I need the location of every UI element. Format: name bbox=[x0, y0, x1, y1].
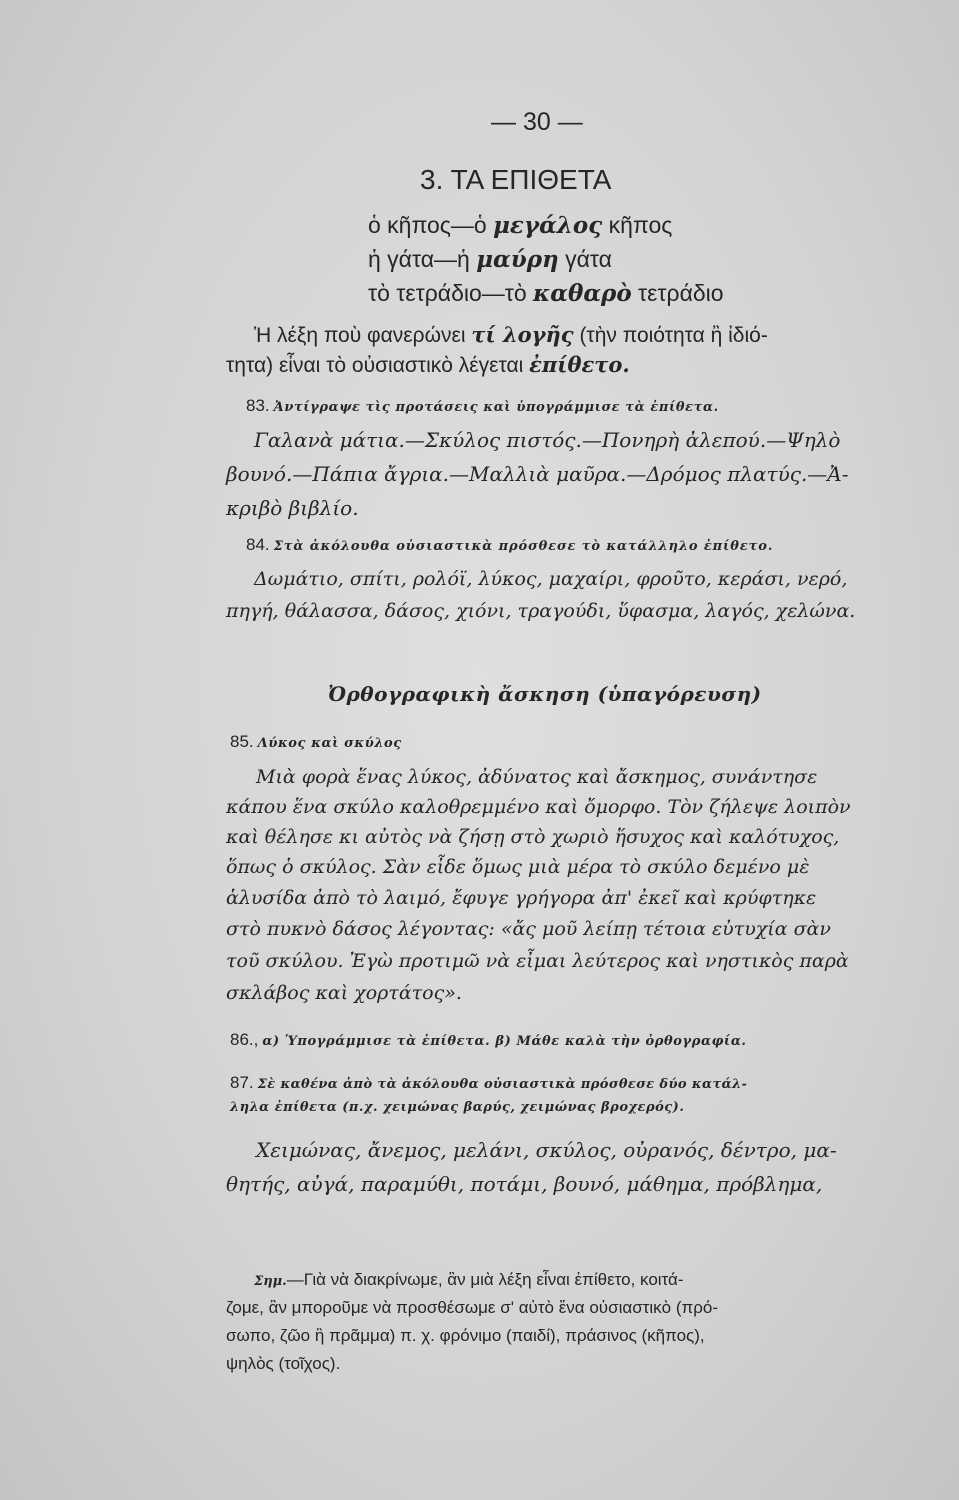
exercise-87-instruction: 87. Σὲ καθένα ἀπὸ τὰ ἀκόλουθα οὐσιαστικὰ πρόσθεσε δύο κατάλ- bbox=[230, 1073, 748, 1092]
exercise-number: 84. bbox=[246, 535, 270, 554]
dictation-line: ἁλυσίδα ἀπὸ τὸ λαιμό, ἔφυγε γρήγορα ἀπ' ἐκεῖ καὶ κρύφτηκε bbox=[226, 887, 817, 909]
exercise-83-instruction: 83. Ἀντίγραψε τὶς προτάσεις καὶ ὑπογράμμισε τὰ ἐπίθετα. bbox=[246, 396, 719, 415]
example-line: ἡ γάτα—ἡ μαύρη γάτα bbox=[368, 246, 612, 273]
book-page: — 30 — 3. ΤΑ ΕΠΙΘΕΤΑ ὁ κῆπος—ὁ μεγάλος κῆπος ἡ γάτα—ἡ μαύρη γάτα τὸ τετράδιο—τὸ καθαρὸ τετράδιο Ἡ λέξη ποὺ φανερώνει τί λογῆς (τὴν ποιότητα ἢ ἰδιό- τητα) εἶναι τὸ οὐσιαστικὸ λέγεται ἐπίθετο. 83. Ἀντίγραψε τὶς προτάσεις καὶ ὑπογράμμισε τὰ ἐπίθετα. Γαλανὰ μάτια.—Σκύλος πιστός.—Πονηρὴ ἀλεπού.—Ψηλὸ βουνό.—Πάπια ἄγρια.—Μαλλιὰ μαῦρα.—Δρόμος πλατύς.—Ἀ- κριβὸ βιβλίο. 84. Στὰ ἀκόλουθα οὐσιαστικὰ πρόσθεσε τὸ κατάλληλο ἐπίθετο. Δωμάτιο, σπίτι, ρολόϊ, λύκος, μαχαίρι, φροῦτο, κεράσι, νερό, πηγή, θάλασσα, δάσος, χιόνι, τραγούδι, ὕφασμα, λαγός, χελώνα. Ὀρθογραφικὴ ἄσκηση (ὑπαγόρευση) 85. Λύκος καὶ σκύλος Μιὰ φορὰ ἕνας λύκος, ἀδύνατος καὶ ἄσκημος, συνάντησε κάπου ἕνα σκύλο καλοθρεμμένο καὶ ὄμορφο. Τὸν ζήλεψε λοιπὸν καὶ θέλησε κι αὐτὸς νὰ ζήσῃ στὸ χωριὸ ἥσυχος καὶ καλότυχος, ὅπως ὁ σκύλος. Σὰν εἶδε ὅμως μιὰ μέρα τὸ σκύλο δεμένο μὲ ἁλυσίδα ἀπὸ τὸ λαιμό, ἔφυγε γρήγορα ἀπ' ἐκεῖ καὶ κρύφτηκε στὸ πυκνὸ δάσος λέγοντας: «ἄς μοῦ λείπῃ τέτοια εὐτυχία σὰν τοῦ σκύλου. Ἐγὼ προτιμῶ νὰ εἶμαι λεύτερος καὶ νηστικὸς παρὰ σκλάβος καὶ χορτάτος». 86., α) Ὑπογράμμισε τὰ ἐπίθετα. β) Μάθε καλὰ τὴν ὀρθογραφία. 87. Σὲ καθένα ἀπὸ τὰ ἀκόλουθα οὐσιαστικὰ πρόσθεσε δύο κατάλ- ληλα ἐπίθετα (π.χ. χειμώνας βαρύς, χειμώνας βροχερός). Χειμώνας, ἄνεμος, μελάνι, σκύλος, οὐρανός, δέντρο, μα- θητής, αὐγά, παραμύθι, ποτάμι, βουνό, μάθημα, πρόβλημα, Σημ.—Γιὰ νὰ διακρίνωμε, ἂν μιὰ λέξη εἶναι ἐπίθετο, κοιτά- ζομε, ἂν μποροῦμε νὰ προσθέσωμε σ' αὐτὸ ἕνα οὐσιαστικὸ (πρό- σωπο, ζῶο ἢ πρᾶμμα) π. χ. φρόνιμο (παιδί), πράσινος (κῆπος), ψηλὸς (τοῖχος). bbox=[0, 0, 959, 1500]
dictation-line: Μιὰ φορὰ ἕνας λύκος, ἀδύνατος καὶ ἄσκημος, συνάντησε bbox=[256, 766, 818, 788]
example-line: ὁ κῆπος—ὁ μεγάλος κῆπος bbox=[368, 212, 673, 239]
exercise-number: 87. bbox=[230, 1073, 254, 1092]
dictation-line: τοῦ σκύλου. Ἐγὼ προτιμῶ νὰ εἶμαι λεύτερος καὶ νηστικὸς παρὰ bbox=[226, 950, 849, 972]
dictation-line: στὸ πυκνὸ δάσος λέγοντας: «ἄς μοῦ λείπῃ τέτοια εὐτυχία σὰν bbox=[226, 918, 831, 940]
note-label: Σημ. bbox=[254, 1274, 287, 1289]
dictation-line: καὶ θέλησε κι αὐτὸς νὰ ζήσῃ στὸ χωριὸ ἥσυχος καὶ καλότυχος, bbox=[226, 826, 840, 848]
dictation-title: 85. Λύκος καὶ σκύλος bbox=[230, 732, 402, 751]
dictation-line: κάπου ἕνα σκύλο καλοθρεμμένο καὶ ὄμορφο. Τὸν ζήλεψε λοιπὸν bbox=[226, 796, 851, 818]
dictation-line: σκλάβος καὶ χορτάτος». bbox=[226, 982, 462, 1004]
definition-term: ἐπίθετο. bbox=[529, 352, 630, 377]
page-number: — 30 — bbox=[491, 108, 583, 136]
chapter-heading bbox=[420, 164, 611, 196]
dictation-line: ὅπως ὁ σκύλος. Σὰν εἶδε ὅμως μιὰ μέρα τὸ σκύλο δεμένο μὲ bbox=[226, 856, 810, 878]
example-adjective: μεγάλος bbox=[493, 212, 603, 239]
exercise-number: 86., bbox=[230, 1030, 259, 1049]
example-line: τὸ τετράδιο—τὸ καθαρὸ τετράδιο bbox=[368, 280, 724, 307]
exercise-84-instruction: 84. Στὰ ἀκόλουθα οὐσιαστικὰ πρόσθεσε τὸ κατάλληλο ἐπίθετο. bbox=[246, 535, 774, 554]
exercise-number: 83. bbox=[246, 396, 270, 415]
chapter-number: 3. bbox=[420, 164, 444, 195]
exercise-number: 85. bbox=[230, 732, 254, 751]
chapter-title: ΤΑ ΕΠΙΘΕΤΑ bbox=[450, 164, 612, 195]
dictation-heading: Ὀρθογραφικὴ ἄσκηση (ὑπαγόρευση) bbox=[328, 682, 762, 706]
definition-emphasis: τί λογῆς bbox=[471, 322, 574, 347]
exercise-86: 86., α) Ὑπογράμμισε τὰ ἐπίθετα. β) Μάθε καλὰ τὴν ὀρθογραφία. bbox=[230, 1030, 747, 1049]
example-adjective: μαύρη bbox=[476, 246, 559, 273]
example-adjective: καθαρὸ bbox=[533, 280, 632, 307]
